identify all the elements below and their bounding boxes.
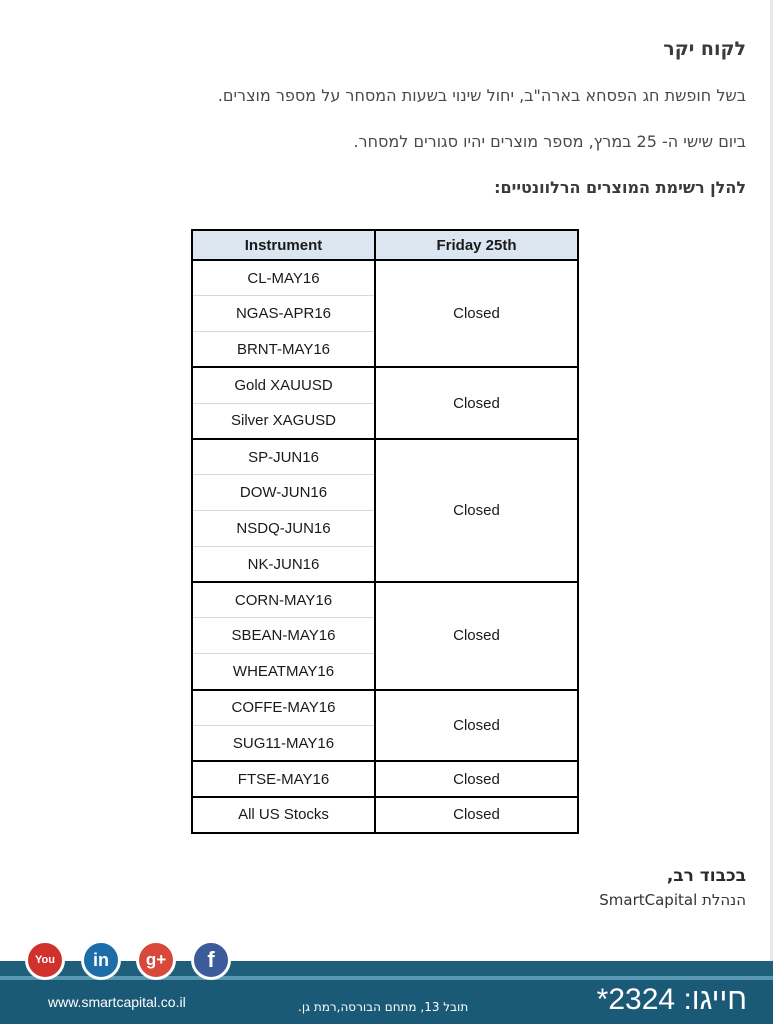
footer [0,980,773,1024]
footer-phone[interactable]: חייגו: 2324* [596,983,747,1016]
greeting: לקוח יקר [663,38,746,60]
instrument-cell: NGAS-APR16 [192,296,375,332]
status-cell: Closed [375,439,578,582]
instrument-cell: WHEATMAY16 [192,654,375,690]
paragraph-hours-change: בשל חופשת חג הפסחא בארה"ב, יחול שינוי בשעות המסחר על מספר מוצרים. [217,86,746,105]
youtube-icon[interactable]: You [25,940,65,980]
website-link[interactable]: www.smartcapital.co.il [48,994,186,1010]
footer-address: תובל 13, מתחם הבורסה,רמת גן. [298,1000,469,1014]
instrument-cell: NK-JUN16 [192,546,375,582]
table-header-row [192,230,578,260]
instrument-cell: SUG11-MAY16 [192,725,375,761]
linkedin-icon[interactable]: in [81,940,121,980]
instrument-cell: All US Stocks [192,797,375,833]
status-cell: Closed [375,690,578,762]
table-row [192,439,578,475]
google-plus-icon[interactable]: g+ [136,940,176,980]
header-instrument: Instrument [192,230,375,260]
instrument-cell: CL-MAY16 [192,260,375,296]
table-row [192,761,578,797]
instrument-cell: DOW-JUN16 [192,475,375,511]
instruments-body [192,260,578,833]
instrument-cell: Silver XAGUSD [192,403,375,439]
status-cell: Closed [375,797,578,833]
table-row [192,797,578,833]
table-row [192,367,578,403]
instrument-cell: SBEAN-MAY16 [192,618,375,654]
status-cell: Closed [375,761,578,797]
header-friday: Friday 25th [375,230,578,260]
instrument-cell: NSDQ-JUN16 [192,511,375,547]
status-cell: Closed [375,367,578,439]
instruments-table [191,229,579,834]
instrument-cell: SP-JUN16 [192,439,375,475]
instrument-cell: CORN-MAY16 [192,582,375,618]
table-row [192,582,578,618]
status-cell: Closed [375,582,578,689]
signature-closing: בכבוד רב, [666,866,746,886]
signature-management: הנהלת SmartCapital [599,891,746,909]
paragraph-closed-day: ביום שישי ה- 25 במרץ, מספר מוצרים יהיו סגורים למסחר. [353,132,746,151]
table-row [192,690,578,726]
instrument-cell: FTSE-MAY16 [192,761,375,797]
instrument-cell: Gold XAUUSD [192,367,375,403]
list-heading: להלן רשימת המוצרים הרלוונטיים: [494,178,746,197]
table-row [192,260,578,296]
instrument-cell: BRNT-MAY16 [192,332,375,368]
status-cell: Closed [375,260,578,367]
instrument-cell: COFFE-MAY16 [192,690,375,726]
facebook-icon[interactable]: f [191,940,231,980]
